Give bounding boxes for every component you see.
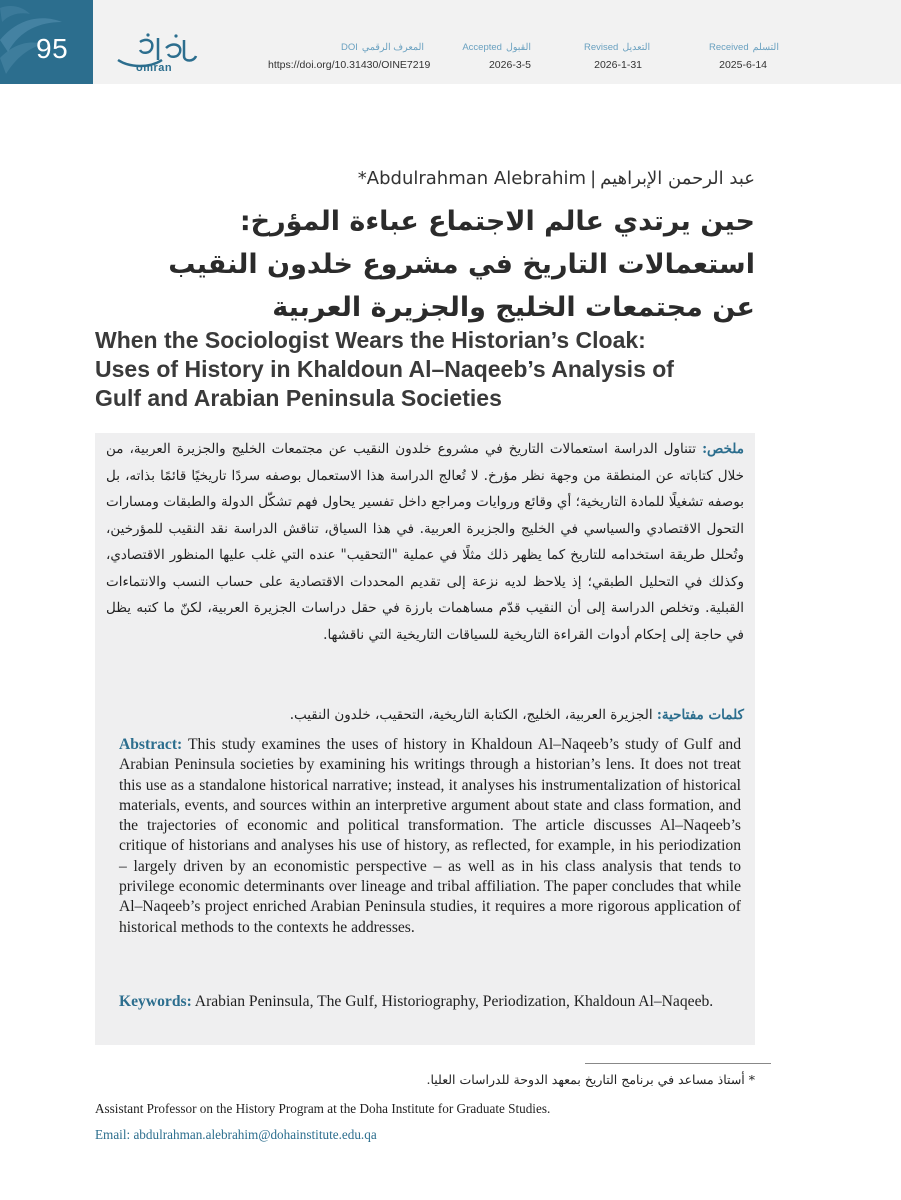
author-name-ar: عبد الرحمن الإبراهيم [600,168,755,189]
english-title-line: When the Sociologist Wears the Historian’s Cloak: [95,327,646,353]
meta-label-ar: التعديل [622,42,651,53]
footnote-marker: * [748,1072,755,1087]
english-abstract [119,735,741,938]
author-separator: | [590,168,597,189]
meta-accepted [455,42,531,71]
arabic-abstract [106,436,744,648]
meta-value: 2026-1-31 [594,59,642,71]
arabic-title-line: عن مجتمعات الخليج والجزيرة العربية [272,292,755,323]
abstract-box [95,433,755,1045]
author-email-link[interactable]: Email: abdulrahman.alebrahim@dohainstitute.edu.qa [95,1127,377,1142]
author-name-en: Abdulrahman Alebrahim [366,168,587,189]
page-number: 95 [36,33,69,64]
arabic-title-line: استعمالات التاريخ في مشروع خلدون النقيب [168,249,755,280]
meta-label-en: Received [709,42,749,53]
arabic-keywords [106,703,744,727]
meta-value: 2026-3-5 [488,59,531,71]
arabic-keywords-label: كلمات مفتاحية: [656,707,744,723]
footnote-arabic [427,1072,756,1087]
english-title-line: Uses of History in Khaldoun Al–Naqeeb’s Analysis of [95,356,674,382]
journal-header [0,0,901,84]
meta-label-en: DOI [341,42,358,53]
author-line [358,168,755,189]
logo-text: omran [136,62,173,74]
english-keywords [119,991,741,1013]
page-number-tab [0,0,93,84]
footnote-arabic-text: أستاذ مساعد في برنامج التاريخ بمعهد الدوحة للدراسات العليا. [426,1072,745,1087]
meta-label-en: Accepted [462,42,502,53]
english-abstract-label: Abstract: [119,736,183,753]
english-abstract-text: This study examines the uses of history in Khaldoun Al–Naqeeb’s study of Gulf and Arabian Peninsula societies by examining his writings through a historian’s lens. It does not treat this use as a standalone historical narrative; instead, it analyses his instrumentalization of historical materials, events, and sources within an interpretive argument about state and class formation, and the trajectories of economic and political transformation. The article discusses Al–Naqeeb’s critique of historians and analyses his use of history, as reflected, for example, in his periodization – largely driven by an economistic perspective – as well as in his class analysis that tends to privilege economic determinants over lineage and tribal affiliation. The paper concludes that while Al–Naqeeb’s project enriched Arabian Peninsula studies, it requires a more rigorous application of historical methods to the contexts he addresses. [119,736,741,936]
meta-revised [580,42,651,71]
meta-doi [268,42,431,71]
footnote-english: Assistant Professor on the History Program at the Doha Institute for Graduate Studies. [95,1101,551,1116]
meta-label-ar: التسلم [752,42,779,53]
author-marker: * [357,168,367,189]
arabic-abstract-label: ملخص: [702,441,744,457]
meta-label-en: Revised [584,42,619,53]
english-title-line: Gulf and Arabian Peninsula Societies [95,385,502,411]
meta-received [705,42,779,71]
english-keywords-text: Arabian Peninsula, The Gulf, Historiography, Periodization, Khaldoun Al–Naqeeb. [191,993,714,1010]
english-keywords-label: Keywords: [119,993,192,1010]
meta-value: 2025-6-14 [719,59,767,71]
arabic-abstract-text: تتناول الدراسة استعمالات التاريخ في مشروع خلدون النقيب عن مجتمعات الخليج والجزيرة العربية، من خلال كتاباته عن المنطقة من وجهة نظر مؤرخ. لا تُعالج الدراسة هذا الاستعمال بوصفه سردًا تاريخيًا قائمًا بذاته، بل بوصفه تشغيلًا للمادة التاريخية؛ أي وقائع وروايات ومراجع داخل تفسير يحاول فهم تشكّل الدولة والطبقات ومسارات التحول الاقتصادي والسياسي في الخليج والجزيرة العربية. في هذا السياق، تناقش الدراسة نقد النقيب للمؤرخين، وتُحلل طريقة استخدامه للتاريخ كما يظهر ذلك مثلًا في عملية "التحقيب" عنده التي غلب عليها المنظور الاقتصادي، وكذلك في التحليل الطبقي؛ إذ يلاحظ لديه نزعة إلى تقديم المحددات الاقتصادية على حساب النسب والانتماءات القبلية. وتخلص الدراسة إلى أن النقيب قدّم مساهمات بارزة في حقل دراسات الجزيرة العربية، لكنّ ما كتبه يظل في حاجة إلى إحكام أدوات القراءة التاريخية للسياقات التاريخية التي ناقشها. [106,441,744,643]
meta-label-ar: المعرف الرقمي [361,42,424,53]
arabic-title [115,200,755,329]
arabic-keywords-text: الجزيرة العربية، الخليج، الكتابة التاريخية، التحقيب، خلدون النقيب. [289,707,657,723]
doi-link[interactable]: https://doi.org/10.31430/OINE7219 [268,59,431,71]
footnote-divider [585,1063,771,1064]
meta-label-ar: القبول [505,42,531,53]
english-title [95,326,755,413]
arabic-title-line: حين يرتدي عالم الاجتماع عباءة المؤرخ: [239,206,755,237]
